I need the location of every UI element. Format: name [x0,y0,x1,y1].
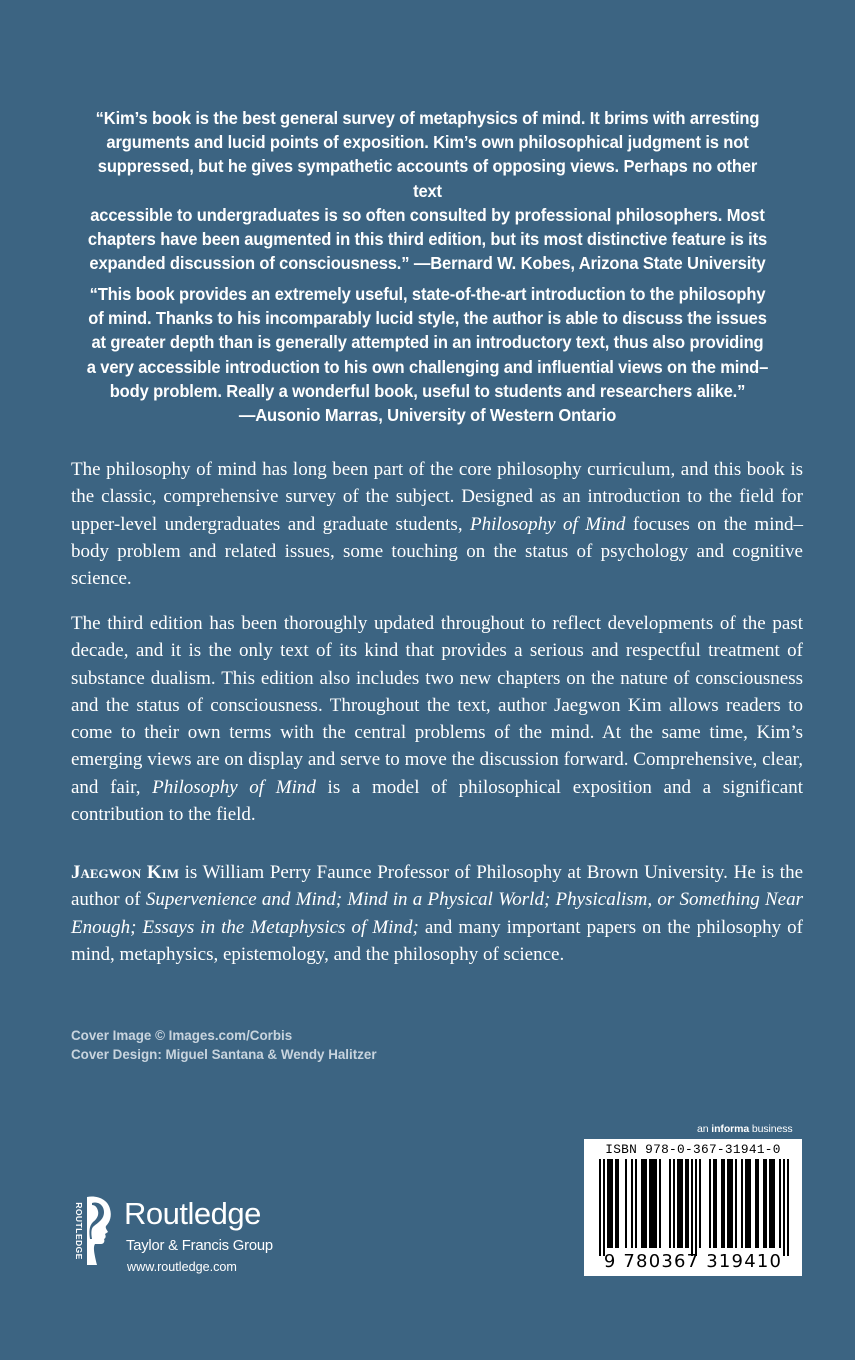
informa-tagline [697,1123,793,1135]
book-title: Philosophy of Mind [152,776,316,798]
informa-prefix: an [697,1123,712,1135]
barcode-bar [625,1159,627,1248]
quote-line: body problem. Really a wonderful book, useful to students and researchers alike.” [109,380,746,401]
routledge-logo-mark [68,1195,118,1272]
barcode-bar [677,1159,679,1248]
barcode-bar [617,1159,619,1248]
barcode-bar [649,1159,651,1248]
text-run: is a model of philosophical exposition and a significant contribution to the field. [71,776,803,826]
description-paragraph-2 [71,610,803,828]
barcode-bar [763,1159,765,1248]
barcode-bar [659,1159,661,1248]
ean-digits: 9 780367 319410 [603,1251,783,1272]
barcode-bar [631,1159,633,1248]
barcode-bar [651,1159,653,1248]
barcode-bar [615,1159,617,1248]
barcode-bar [713,1159,715,1248]
barcode-bar [681,1159,683,1248]
barcode-bar [765,1159,767,1248]
barcode-bar [685,1159,687,1248]
barcode-bar [727,1159,729,1248]
text-run: The third edition has been thoroughly updated throughout to reflect developments of the past decade, and it is the only text of its kind that provides a serious and respectful treatment of substance dualism. This edition also includes two new chapters on the nature of consciousness and the status of consciousness. Throughout the text, author Jaegwon Kim allows readers to come to their own terms with the central problems of the mind. At the same time, Kim’s emerging views are on display and serve to move the discussion forward. Comprehensive, clear, and fair, [71,613,803,798]
quote-line: a very accessible introduction to his own challenging and influential views on the mind– [86,356,769,377]
barcode-bar [687,1159,689,1248]
quote-line: of mind. Thanks to his incomparably lucid style, the author is able to discuss the issues [88,308,767,329]
barcode-bar [773,1159,775,1248]
isbn-label: ISBN 978-0-367-31941-0 [605,1142,781,1157]
barcode-bar [691,1159,693,1256]
barcode-bar [611,1159,613,1248]
barcode-bar [747,1159,749,1248]
barcode-bar [741,1159,743,1248]
barcode-bar [699,1159,701,1248]
author-name: Jaegwon Kim [71,862,179,883]
barcode-bar [715,1159,717,1248]
text-run: and many important papers on the philosophy of mind, metaphysics, epistemology, and the philosophy of science. [71,916,803,965]
text-run: focuses on the mind–body problem and related issues, some touching on the status of psychology and cognitive science. [71,513,803,590]
barcode-bar [723,1159,725,1248]
barcode-bar [645,1159,647,1248]
cover-credits [71,1027,377,1064]
barcode-bar [607,1159,609,1248]
barcode-bar [599,1159,601,1256]
description-paragraph-1 [71,456,803,592]
barcode-bar [729,1159,731,1248]
barcode-bar [745,1159,747,1248]
barcode-bar [779,1159,781,1248]
quote-line: chapters have been augmented in this third edition, but its most distinctive feature is its [87,229,768,250]
taylor-francis-group: Taylor & Francis Group [126,1238,273,1254]
quote-line: —Ausonio Marras, University of Western Ontario [238,405,617,426]
barcode-bar [749,1159,751,1248]
endorsement-quote-kobes [82,106,773,275]
routledge-wordmark: Routledge [124,1196,261,1231]
barcode-bar [755,1159,757,1248]
barcode-bar [771,1159,773,1248]
quote-line: suppressed, but he gives sympathetic accounts of opposing views. Perhaps no other text [97,156,758,201]
text-run: The philosophy of mind has long been part of the core philosophy curriculum, and this book is the classic, comprehensive survey of the subject. Designed as an introduction to the field for upper-level undergraduates and graduate students, [71,459,803,535]
barcode-bar [653,1159,655,1248]
author-works: Supervenience and Mind; Mind in a Physical World; Physicalism, or Something Near Enough; Essays in the Metaphysics of Mind; [71,889,803,938]
informa-suffix: business [749,1123,793,1135]
barcode-bar [609,1159,611,1248]
quote-line: “This book provides an extremely useful, state-of-the-art introduction to the philosophy [89,284,766,304]
barcode-bar [679,1159,681,1248]
informa-brand: informa [711,1123,750,1135]
barcode-bar [635,1159,637,1248]
barcode-bar [643,1159,645,1248]
barcode-bar [721,1159,723,1248]
barcode-bar [735,1159,737,1248]
routledge-head-icon [68,1195,118,1267]
quote-line: “Kim’s book is the best general survey of metaphysics of mind. It brims with arresting [95,108,760,128]
barcode-bar [769,1159,771,1248]
quote-line: arguments and lucid points of exposition. Kim’s own philosophical judgment is not [106,132,749,153]
barcode-bar [641,1159,643,1248]
barcode-bar [787,1159,789,1256]
text-run: is William Perry Faunce Professor of Philosophy at Brown University. He is the author of [71,862,803,911]
endorsement-quote-marras [82,282,773,427]
book-title: Philosophy of Mind [470,513,626,535]
quote-line: accessible to undergraduates is so often consulted by professional philosophers. Most [90,204,765,225]
barcode-bar [731,1159,733,1248]
barcode-bar [655,1159,657,1248]
barcode-bar [673,1159,675,1248]
barcode-bar [709,1159,711,1248]
barcode-bar [783,1159,785,1256]
barcode-bar [669,1159,671,1248]
quote-line: at greater depth than is generally attempted in an introductory text, thus also providing [91,332,764,353]
quote-line: expanded discussion of consciousness.” —Bernard W. Kobes, Arizona State University [89,253,766,274]
isbn-barcode [584,1139,802,1276]
routledge-vertical-label: ROUTLEDGE [74,1202,84,1260]
publisher-url[interactable]: www.routledge.com [127,1260,237,1274]
barcode-bar [603,1159,605,1256]
author-bio [71,859,803,968]
cover-image-credit: Cover Image © Images.com/Corbis [71,1028,293,1043]
cover-design-credit: Cover Design: Miguel Santana & Wendy Halitzer [71,1046,377,1062]
barcode-bar [757,1159,759,1248]
barcode-bar [695,1159,697,1256]
